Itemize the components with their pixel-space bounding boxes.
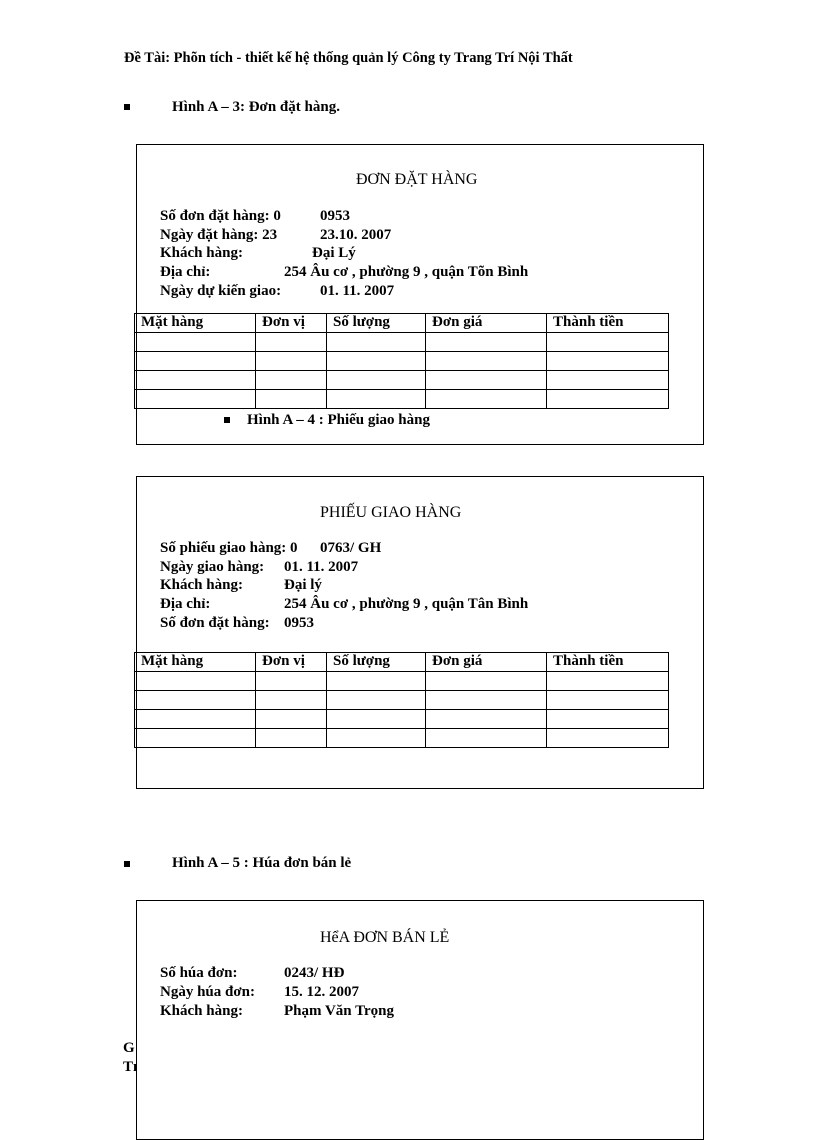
order-ref-label: Số đơn đặt hàng:	[160, 615, 270, 631]
table-row	[135, 352, 669, 371]
delivery-form-title: PHIẾU GIAO HÀNG	[320, 504, 462, 521]
address-value: 254 Âu cơ , phường 9 , quận Tõn Bình	[284, 264, 529, 280]
delivery-number-label: Số phiếu giao hàng: 0	[160, 540, 298, 556]
customer-value: Đại Lý	[312, 245, 356, 261]
invoice-date-label: Ngày húa đơn:	[160, 984, 256, 1000]
delivery-date-label: Ngày giao hàng:	[160, 559, 265, 575]
table-row	[135, 710, 669, 729]
invoice-customer-value: Phạm Văn Trọng	[284, 1003, 395, 1019]
order-items-table	[134, 313, 669, 409]
address-value: 254 Âu cơ , phường 9 , quận Tân Bình	[284, 596, 529, 612]
column-header: Đơn giá	[426, 653, 547, 672]
table-row	[135, 691, 669, 710]
column-header: Số lượng	[327, 314, 426, 333]
customer-label: Khách hàng:	[160, 245, 243, 261]
column-header: Đơn giá	[426, 314, 547, 333]
column-header: Đơn vị	[256, 314, 327, 333]
customer-label: Khách hàng:	[160, 577, 243, 593]
invoice-customer-label: Khách hàng:	[160, 1003, 243, 1019]
footer-fragment: G	[123, 1040, 135, 1056]
table-row	[135, 390, 669, 409]
delivery-date-value: 01. 11. 2007	[284, 559, 359, 575]
table-row	[135, 729, 669, 748]
invoice-number-value: 0243/ HĐ	[284, 965, 345, 981]
table-header-row	[135, 314, 669, 333]
column-header: Thành tiền	[547, 314, 669, 333]
table-row	[135, 672, 669, 691]
bullet-icon	[124, 104, 130, 110]
customer-value: Đại lý	[284, 577, 322, 593]
order-form-title: ĐƠN ĐẶT HÀNG	[356, 171, 478, 188]
table-header-row	[135, 653, 669, 672]
column-header: Thành tiền	[547, 653, 669, 672]
column-header: Mặt hàng	[135, 314, 256, 333]
order-number-label: Số đơn đặt hàng: 0	[160, 208, 281, 224]
order-date-label: Ngày đặt hàng: 23	[160, 227, 278, 243]
bullet-icon	[224, 417, 230, 423]
caption-a5: Hình A – 5 : Húa đơn bán lẻ	[172, 855, 352, 871]
order-number-value: 0953	[320, 208, 350, 224]
invoice-date-value: 15. 12. 2007	[284, 984, 359, 1000]
delivery-items-table	[134, 652, 669, 748]
column-header: Mặt hàng	[135, 653, 256, 672]
invoice-form-title: HểA ĐƠN BÁN LẺ	[320, 929, 450, 946]
table-row	[135, 333, 669, 352]
caption-a4: Hình A – 4 : Phiếu giao hàng	[247, 412, 430, 428]
delivery-number-value: 0763/ GH	[320, 540, 382, 556]
expected-delivery-value: 01. 11. 2007	[320, 283, 395, 299]
order-ref-value: 0953	[284, 615, 314, 631]
document-topic: Đề Tài: Phõn tích - thiết kế hệ thống quản lý Công ty Trang Trí Nội Thất	[124, 50, 573, 66]
table-row	[135, 371, 669, 390]
column-header: Số lượng	[327, 653, 426, 672]
address-label: Địa chỉ:	[160, 264, 211, 280]
address-label: Địa chỉ:	[160, 596, 211, 612]
caption-a3: Hình A – 3: Đơn đặt hàng.	[172, 99, 340, 115]
expected-delivery-label: Ngày dự kiến giao:	[160, 283, 282, 299]
column-header: Đơn vị	[256, 653, 327, 672]
bullet-icon	[124, 861, 130, 867]
invoice-number-label: Số húa đơn:	[160, 965, 238, 981]
footer-fragment: Tı	[123, 1059, 138, 1075]
order-date-value: 23.10. 2007	[320, 227, 392, 243]
